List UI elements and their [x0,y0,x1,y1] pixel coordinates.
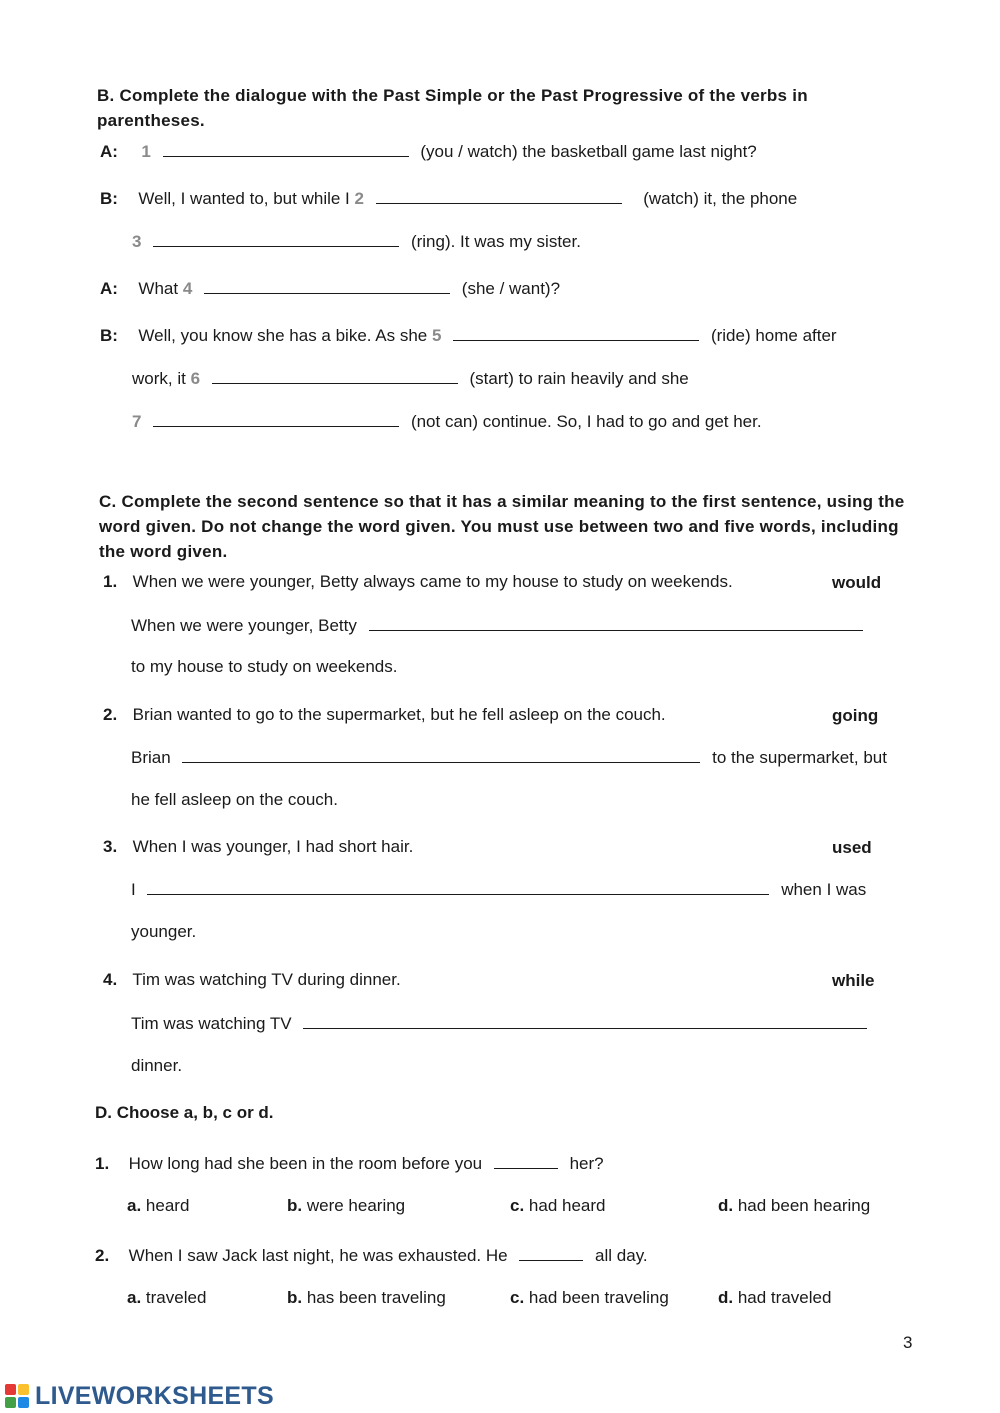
answer-blank-1[interactable] [163,141,409,157]
original-sentence: When we were younger, Betty always came to my house to study on weekends. [132,572,733,591]
blank-number: 3 [132,232,142,251]
transform-item-1-rewrite [131,615,863,636]
rewrite-text: to the supermarket, but [712,748,887,767]
dialogue-text: work, it [132,369,186,388]
dialogue-text: (ring). It was my sister. [410,232,581,251]
speaker-label: B: [100,326,118,345]
blank-number: 2 [354,189,364,208]
question-text: How long had she been in the room before you [128,1154,483,1173]
blank-number: 5 [432,326,442,345]
item-number: 2. [103,705,118,724]
option-c[interactable]: c. had been traveling [510,1288,669,1307]
option-c[interactable]: c. had heard [510,1196,606,1215]
dialogue-line-3 [132,231,581,252]
rewrite-text: Tim was watching TV [131,1014,292,1033]
blank-number: 7 [132,412,142,431]
rewrite-text: When we were younger, Betty [131,616,357,635]
option-a[interactable]: a. traveled [127,1288,207,1307]
answer-blank-6[interactable] [212,368,458,384]
logo-mark-icon [5,1384,29,1408]
dialogue-text: (start) to rain heavily and she [469,369,689,388]
blank-number: 4 [182,279,193,298]
original-sentence: Brian wanted to go to the supermarket, but he fell asleep on the couch. [132,705,666,724]
rewrite-text: when I was [781,880,867,899]
answer-blank-2[interactable] [376,188,622,204]
transform-item-2-rewrite [131,747,887,768]
blank-number: 1 [141,142,151,161]
dialogue-line-6 [132,368,689,389]
transform-item-2-sentence [103,705,666,725]
answer-blank-3[interactable] [153,231,399,247]
transform-item-4-sentence [103,970,401,990]
keyword: used [832,838,872,857]
mc-question-1 [95,1153,604,1174]
keyword: would [832,573,882,592]
rewrite-text: Brian [131,748,171,767]
item-number: 1. [103,572,118,591]
rewrite-text: I [131,880,136,899]
section-b-heading: B. Complete the dialogue with the Past Simple or the Past Progressive of the verbs in parentheses. [97,86,808,130]
dialogue-text: (she / want)? [461,279,561,298]
option-d[interactable]: d. had traveled [718,1288,832,1307]
answer-blank-4[interactable] [204,278,450,294]
dialogue-text: (watch) it, the phone [643,189,798,208]
answer-blank-d1[interactable] [494,1153,558,1169]
option-d[interactable]: d. had been hearing [718,1196,871,1215]
keyword: going [832,706,879,725]
question-text: her? [569,1154,604,1173]
section-d-heading: D. Choose a, b, c or d. [95,1103,274,1122]
dialogue-line-4 [100,278,560,299]
dialogue-line-1 [100,141,757,162]
answer-blank-7[interactable] [153,411,399,427]
rewrite-continuation: he fell asleep on the couch. [131,790,338,809]
answer-blank-c2[interactable] [182,747,700,763]
original-sentence: When I was younger, I had short hair. [132,837,414,856]
answer-blank-c3[interactable] [147,879,769,895]
dialogue-text: (not can) continue. So, I had to go and get her. [410,412,762,431]
question-text: When I saw Jack last night, he was exhausted. He [128,1246,508,1265]
question-text: all day. [595,1246,648,1265]
option-b[interactable]: b. were hearing [287,1196,406,1215]
rewrite-continuation: younger. [131,922,197,941]
page-number: 3 [903,1333,913,1352]
answer-blank-d2[interactable] [519,1245,583,1261]
transform-item-1-sentence [103,572,733,592]
section-c-heading: C. Complete the second sentence so that it has a similar meaning to the first sentence, using the word given. Do not change the word given. You must use between two and five words, including the word given. [99,492,905,561]
rewrite-continuation: to my house to study on weekends. [131,657,398,676]
item-number: 3. [103,837,118,856]
transform-item-3-rewrite [131,879,866,900]
brand-name: LIVEWORKSHEETS [35,1382,274,1410]
dialogue-text: (ride) home after [710,326,837,345]
speaker-label: B: [100,189,118,208]
transform-item-4-rewrite [131,1013,867,1034]
dialogue-line-2 [100,188,797,209]
dialogue-text: What [138,279,179,298]
question-number: 2. [95,1246,110,1265]
item-number: 4. [103,970,118,989]
mc-question-2 [95,1245,648,1266]
original-sentence: Tim was watching TV during dinner. [132,970,401,989]
dialogue-text: Well, you know she has a bike. As she [138,326,428,345]
dialogue-line-5 [100,325,837,346]
option-a[interactable]: a. heard [127,1196,190,1215]
rewrite-continuation: dinner. [131,1056,183,1075]
answer-blank-c4[interactable] [303,1013,867,1029]
speaker-label: A: [100,142,118,161]
transform-item-3-sentence [103,837,413,857]
dialogue-text: Well, I wanted to, but while I [138,189,350,208]
speaker-label: A: [100,279,118,298]
dialogue-line-7 [132,411,762,432]
answer-blank-c1[interactable] [369,615,863,631]
question-number: 1. [95,1154,110,1173]
option-b[interactable]: b. has been traveling [287,1288,446,1307]
keyword: while [832,971,875,990]
blank-number: 6 [190,369,201,388]
dialogue-text: (you / watch) the basketball game last night? [420,142,757,161]
answer-blank-5[interactable] [453,325,699,341]
